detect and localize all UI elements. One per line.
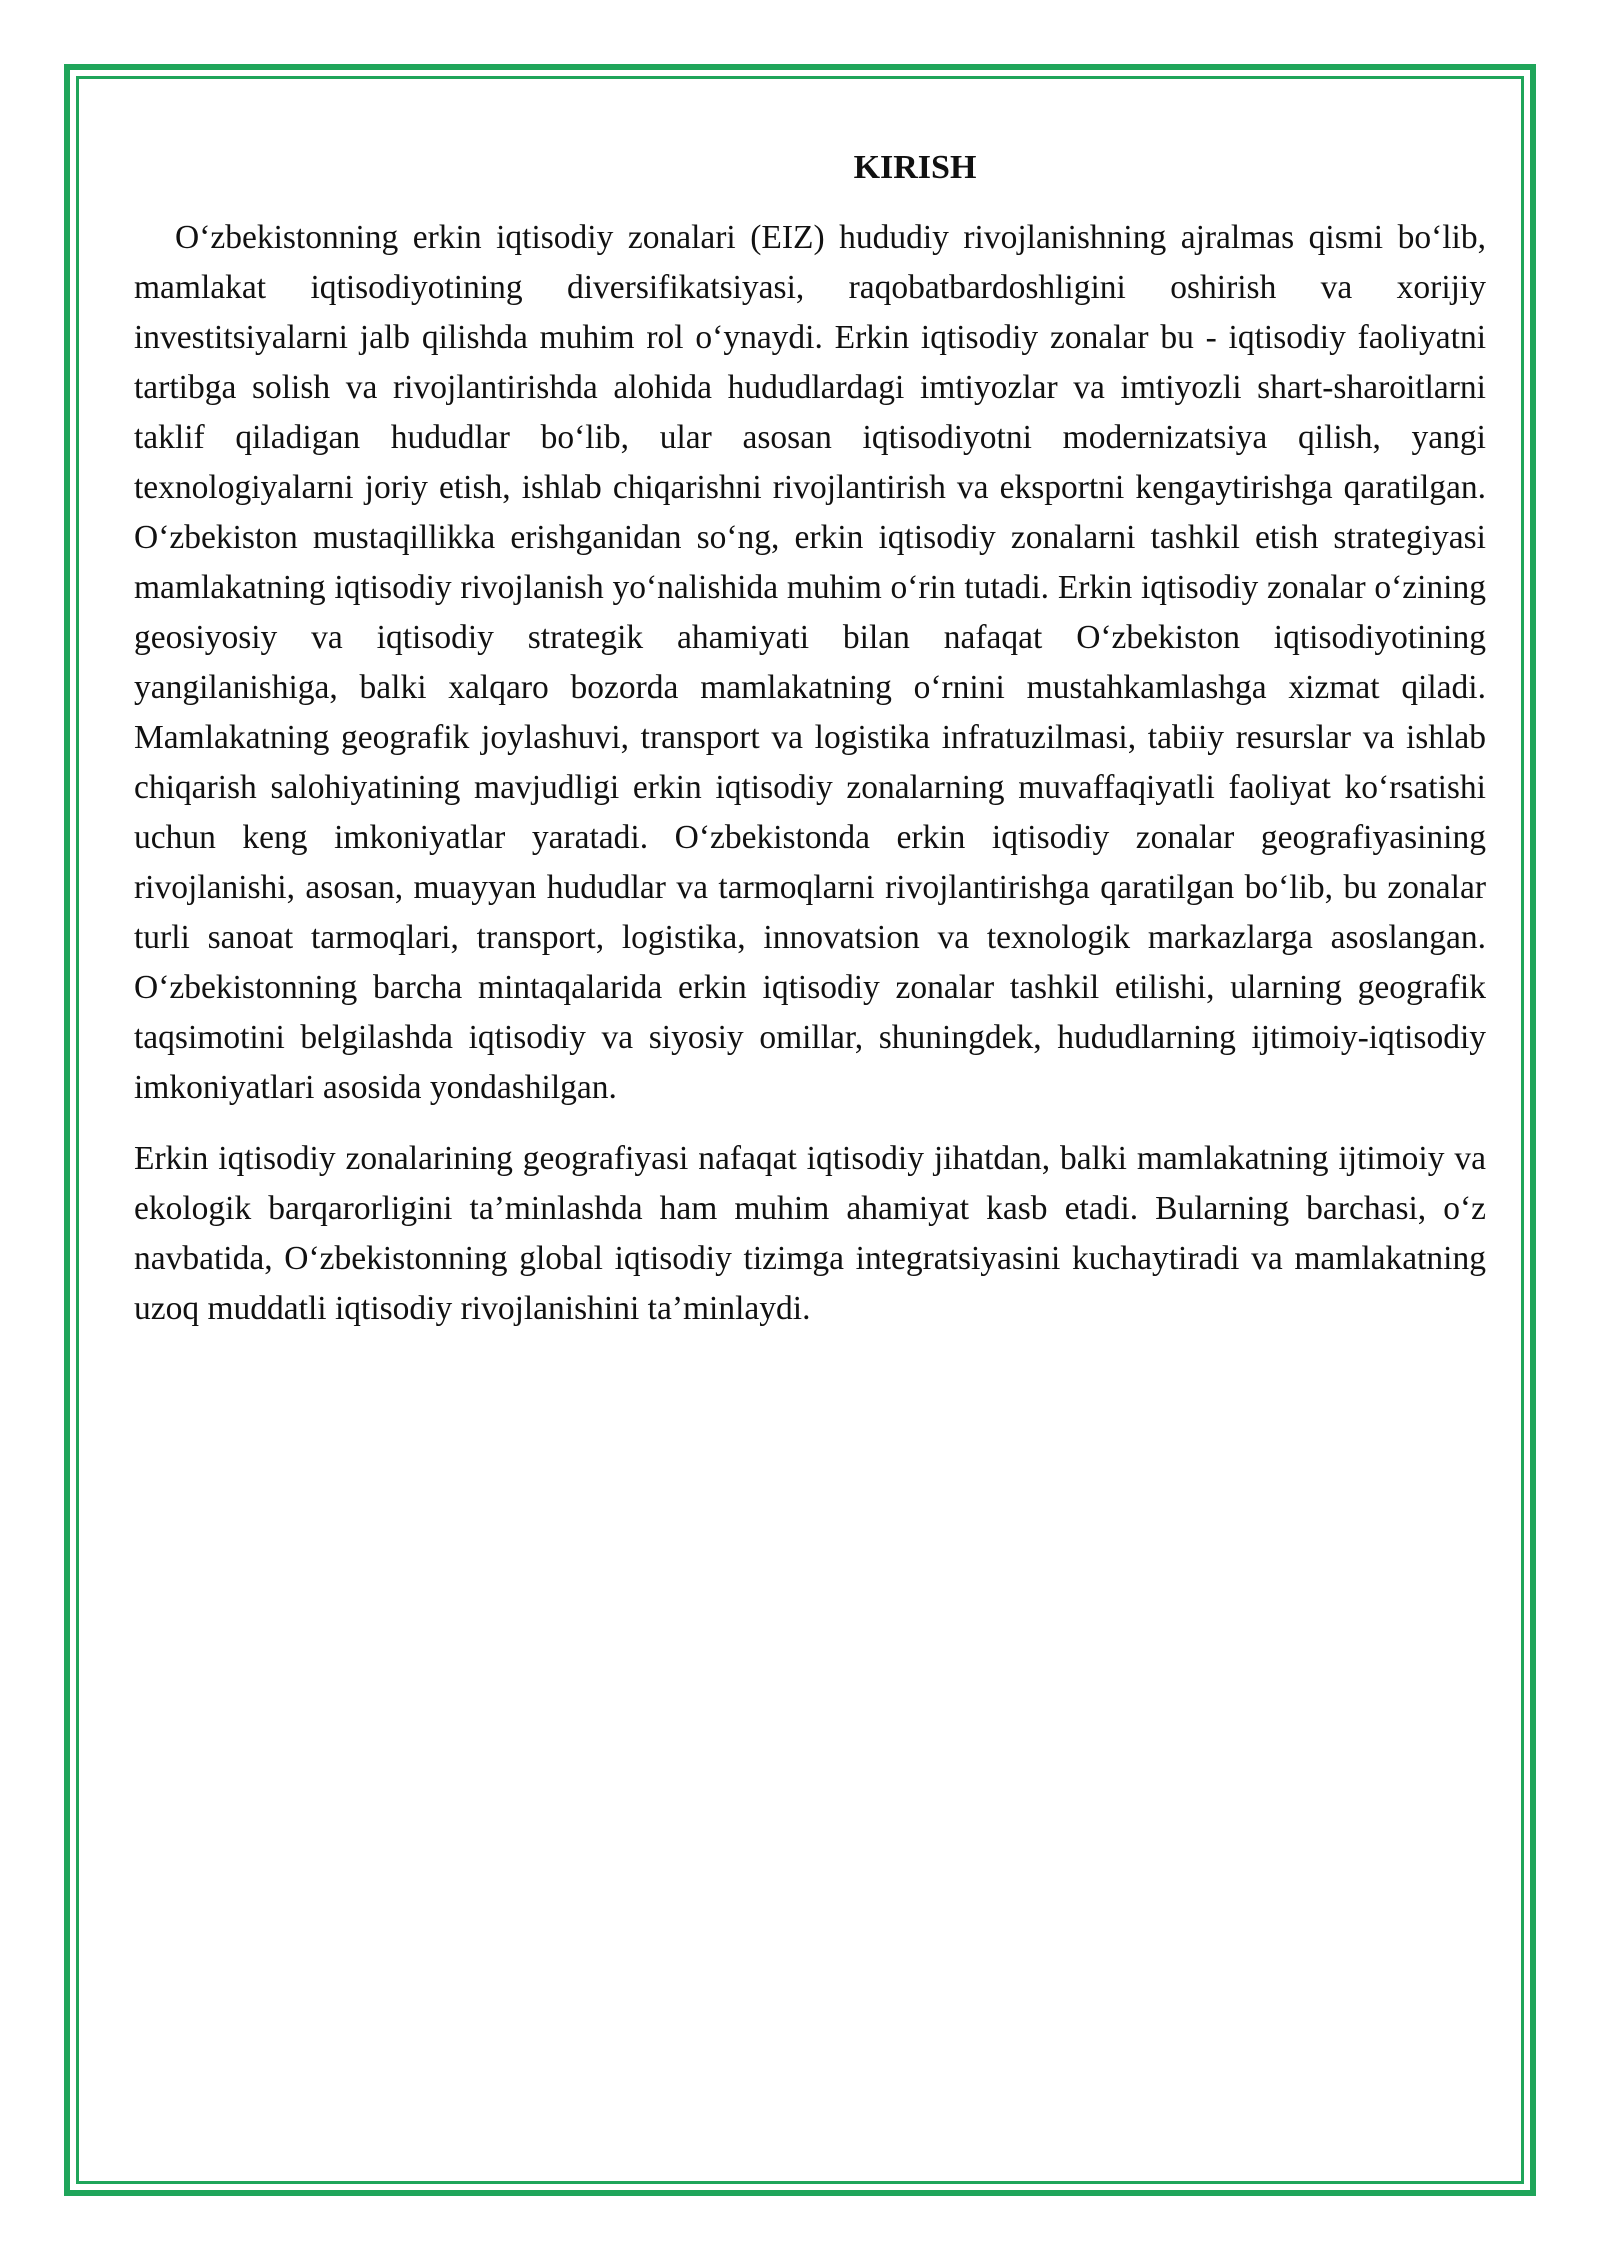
paragraph-intro: O‘zbekistonning erkin iqtisodiy zonalari (EIZ) hududiy rivojlanishning ajralmas qismi bo‘lib, mamlakat iqtisodiyotining diversifikatsiyasi, raqobatbardoshligini oshirish va xorijiy investitsiyalarni jalb qilishda muhim rol o‘ynaydi. Erkin iqtisodiy zonalar bu - iqtisodiy faoliyatni tartibga solish va rivojlantirishda alohida hududlardagi imtiyozlar va imtiyozli shart-sharoitlarni taklif qiladigan hududlar bo‘lib, ular asosan iqtisodiyotni modernizatsiya qilish, yangi texnologiyalarni joriy etish, ishlab chiqarishni rivojlantirish va eksportni kengaytirishga qaratilgan. O‘zbekiston mustaqillikka erishganidan so‘ng, erkin iqtisodiy zonalarni tashkil etish strategiyasi mamlakatning iqtisodiy rivojlanish yo‘nalishida muhim o‘rin tutadi. Erkin iqtisodiy zonalar o‘zining geosiyosiy va iqtisodiy strategik ahamiyati bilan nafaqat O‘zbekiston iqtisodiyotining yangilanishiga, balki xalqaro bozorda mamlakatning o‘rnini mustahkamlashga xizmat qiladi. Mamlakatning geografik joylashuvi, transport va logistika infratuzilmasi, tabiiy resurslar va ishlab chiqarish salohiyatining mavjudligi erkin iqtisodiy zonalarning muvaffaqiyatli faoliyat ko‘rsatishi uchun keng imkoniyatlar yaratadi. O‘zbekistonda erkin iqtisodiy zonalar geografiyasining rivojlanishi, asosan, muayyan hududlar va tarmoqlarni rivojlantirishga qaratilgan bo‘lib, bu zonalar turli sanoat tarmoqlari, transport, logistika, innovatsion va texnologik markazlarga asoslangan. O‘zbekistonning barcha mintaqalarida erkin iqtisodiy zonalar tashkil etilishi, ularning geografik taqsimotini belgilashda iqtisodiy va siyosiy omillar, shuningdek, hududlarning ijtimoiy-iqtisodiy imkoniyatlari asosida yondashilgan. xyxy=(134,218,1486,1106)
document-body xyxy=(134,148,1486,1334)
document-title: KIRISH xyxy=(853,149,977,186)
paragraph-conclusion: Erkin iqtisodiy zonalarining geografiyasi nafaqat iqtisodiy jihatdan, balki mamlakatning ijtimoiy va ekologik barqarorligini ta’minlashda ham muhim ahamiyat kasb etadi. Bularning barchasi, o‘z navbatida, O‘zbekistonning global iqtisodiy tizimga integratsiyasini kuchaytiradi va mamlakatning uzoq muddatli iqtisodiy rivojlanishini ta’minlaydi. xyxy=(134,1139,1486,1327)
